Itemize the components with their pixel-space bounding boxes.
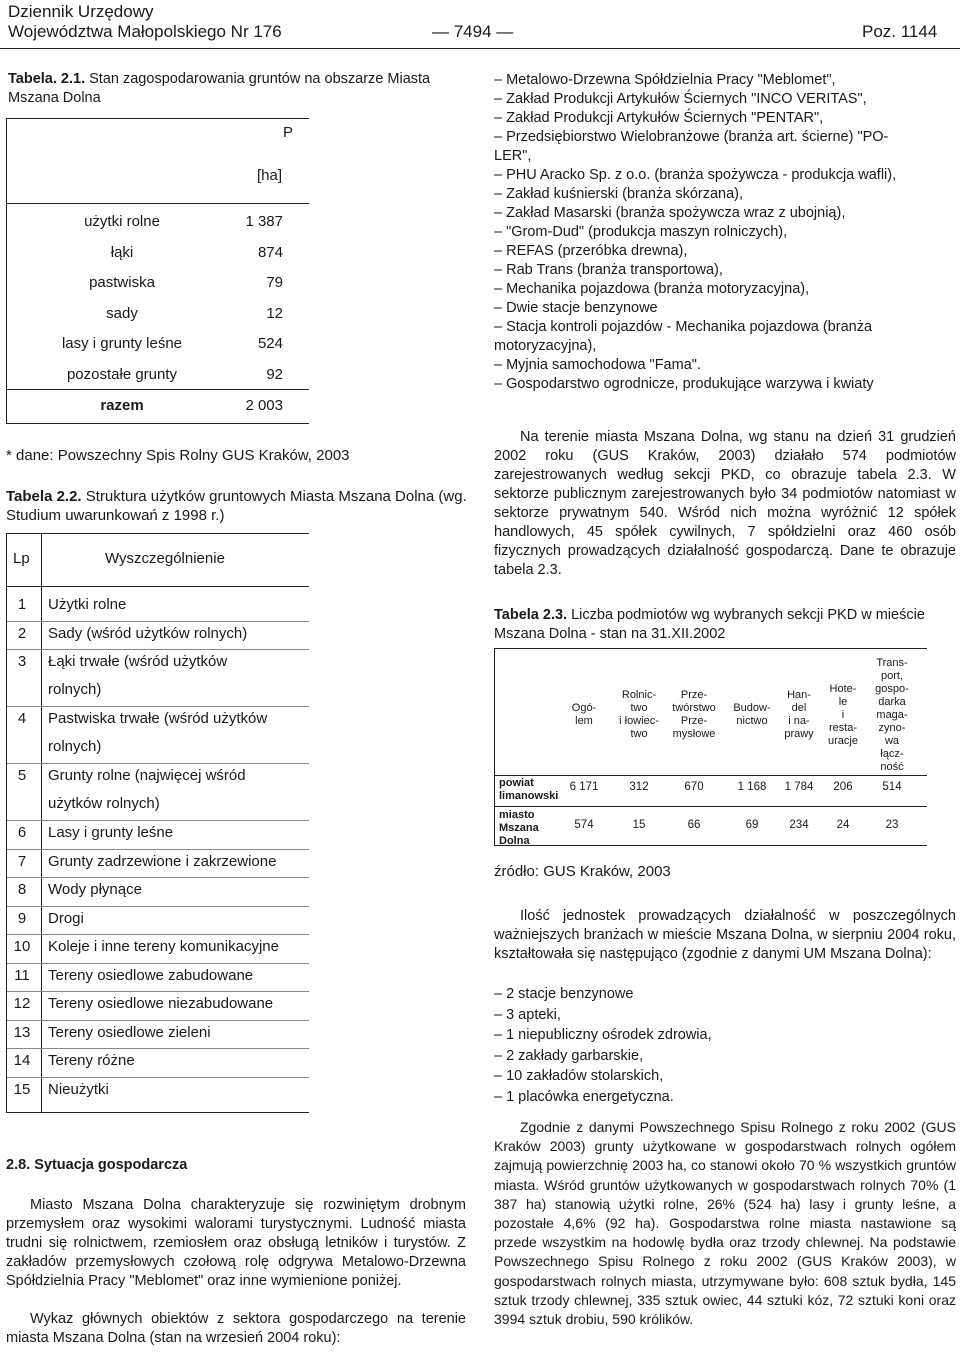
table-cell: 66: [687, 819, 701, 831]
table-row-lp: 3: [17, 653, 27, 670]
table-row-label: pastwiska: [89, 274, 155, 291]
list-item: – Rab Trans (branża transportowa),: [494, 262, 723, 278]
table-cell: 514: [882, 781, 902, 793]
table-row-label: sady: [106, 304, 138, 322]
table-row-name: Grunty rolne (najwięcej wśród: [48, 767, 246, 784]
list-item: LER",: [494, 148, 532, 164]
table-row-lp: 11: [14, 966, 30, 984]
table-cell: 670: [684, 781, 704, 793]
table-row-name: Pastwiska trwałe (wśród użytków: [48, 710, 268, 727]
table-row-lp: 12: [13, 995, 31, 1012]
list-item: – Metalowo-Drzewna Spółdzielnia Pracy "Meblomet",: [494, 72, 836, 88]
list-item: – Zakład Masarski (branża spożywcza wraz z ubojnią),: [494, 205, 846, 221]
table-cell: 15: [632, 819, 646, 831]
table-row-lp: 1: [17, 596, 27, 613]
para-right-3: Zgodnie z danymi Powszechnego Spisu Rolnego z roku 2002 (GUS Kraków 2003) grunty użytkowane w gospodarstwach rolnych ogółem zajmują powierzchnię 2003 ha, co stanowi około 70 % wszystkich gruntów miasta. Wśród gruntów użytkowanych w gospodarstwach rolnych 70% (1 387 ha) stanowią użytki rolne, 26% (524 ha) lasy i grunty leśne, a pozostałe 4,6% (92 ha). Gospodarstwa rolne miasta nastawione są przede wszystkim na hodowlę bydła oraz trzody chlewnej. Na podstawie Powszechnego Spisu Rolnego z roku 2002 (GUS Kraków 2003), w gospodarstwach rolnych miasta, utrzymywane było: 608 sztuk bydła, 145 sztuk trzody chlewnej, 335 sztuk owiec, 44 sztuki kóz, 72 sztuki koni oraz 3994 sztuk drobiu, 590 królików.: [494, 1119, 956, 1328]
list-item: – Zakład kuśnierski (branża skórzana),: [494, 186, 744, 202]
table-row-label: użytki rolne: [84, 213, 160, 230]
table-row-lp: 13: [13, 1023, 31, 1041]
header-rule: [0, 48, 960, 49]
table-2-3-source: źródło: GUS Kraków, 2003: [494, 863, 671, 880]
table-2-1-source: * dane: Powszechny Spis Rolny GUS Kraków, 2003: [6, 447, 350, 464]
table-cell: 24: [836, 819, 850, 831]
table-row-label: powiat limanowski: [499, 777, 559, 802]
table-row-name: Tereny osiedlowe zieleni: [48, 1023, 211, 1041]
table-total-value: 2 003: [245, 397, 283, 414]
table-row-name: Tereny osiedlowe zabudowane: [48, 966, 254, 984]
table-col-header: Budow- nictwo: [733, 702, 771, 727]
table-2-1-caption: Tabela. 2.1. Stan zagospodarowania gruntów na obszarze Miasta Mszana Dolna: [8, 71, 431, 106]
list-item: – 10 zakładów stolarskich,: [494, 1068, 664, 1084]
list-item: – Zakład Produkcji Artykułów Ściernych "PENTAR",: [494, 110, 824, 126]
table-cell: 574: [574, 819, 594, 831]
journal-line-1: Dziennik Urzędowy: [8, 2, 154, 21]
table-row-name: Tereny różne: [48, 1052, 135, 1069]
table-2-2-caption: Tabela 2.2. Struktura użytków gruntowych Miasta Mszana Dolna (wg. Studium uwarunkowań z 1998 r.): [6, 488, 467, 524]
table-row-lp: 8: [17, 881, 27, 898]
table-2-1: [6, 118, 309, 424]
list-item: – 3 apteki,: [494, 1006, 561, 1023]
table-row-value: 524: [257, 335, 283, 352]
table-row-lp: 4: [17, 710, 27, 727]
table-row-label: lasy i grunty leśne: [61, 335, 183, 352]
col-header-top: P: [283, 124, 294, 141]
list-item: – Gospodarstwo ogrodnicze, produkujące warzywa i kwiaty: [494, 376, 874, 392]
table-row-label: miasto Mszana Dolna: [499, 809, 539, 846]
table-row-lp: 2: [17, 624, 27, 642]
list-item: – 1 placówka energetyczna.: [494, 1088, 674, 1105]
table-2-3: [494, 648, 927, 846]
table-row-lp: 10: [13, 938, 31, 955]
section-heading: 2.8. Sytuacja gospodarcza: [6, 1157, 188, 1173]
table-col-header: Prze- twórstwo Prze- mysłowe: [672, 689, 716, 740]
list-item: – Przedsiębiorstwo Wielobranżowe (branża art. ścierne) "PO-: [494, 129, 889, 145]
list-item: – Zakład Produkcji Artykułów Ściernych "INCO VERITAS",: [494, 91, 867, 107]
table-row-lp: 15: [13, 1080, 31, 1098]
table-row-name: Sady (wśród użytków rolnych): [48, 624, 248, 642]
table-row-name: Lasy i grunty leśne: [48, 824, 174, 841]
table-total-label: razem: [100, 397, 144, 414]
table-row-name: Nieużytki: [48, 1080, 109, 1098]
table-row-name-cont: użytków rolnych): [48, 795, 160, 812]
table-cell: 312: [629, 781, 649, 793]
table-row-lp: 7: [17, 852, 27, 870]
table-cell: 206: [833, 781, 853, 793]
table-cell: 1 168: [737, 781, 767, 793]
list-item: – "Grom-Dud" (produkcja maszyn rolniczych),: [494, 224, 788, 240]
table-row-value: 1 387: [245, 213, 283, 230]
position-number: Poz. 1144: [862, 22, 938, 41]
list-item: – 2 zakłady garbarskie,: [494, 1047, 644, 1064]
table-col-header: Ogó- lem: [571, 702, 597, 727]
list-item: – Dwie stacje benzynowe: [494, 300, 658, 316]
list-item: – 2 stacje benzynowe: [494, 986, 634, 1002]
page-number: — 7494 —: [432, 22, 514, 41]
table-row-lp: 9: [17, 909, 27, 927]
list-item: – Myjnia samochodowa "Fama".: [494, 357, 701, 373]
table-row-name: Koleje i inne tereny komunikacyjne: [48, 938, 279, 955]
table-row-label: pozostałe grunty: [66, 365, 178, 383]
table-row-value: 874: [257, 243, 283, 261]
table-col-header: Rolnic- two i łowiec- two: [619, 689, 659, 740]
para-right-1: Na terenie miasta Mszana Dolna, wg stanu na dzień 31 grudzień 2002 roku (GUS Kraków, 2003) działało 574 podmiotów zarejestrowanych według sekcji PKD, co obrazuje tabela 2.3. W sektorze publicznym zarejestrowanych było 34 podmiotów natomiast w sektorze prywatnym 540. Wśród nich można wyróżnić 12 spółek handlowych, 45 spółek cywilnych, 7 spółdzielni oraz 460 osób fizycznych prowadzących działalność gospodarczą. Dane te obrazuje tabela 2.3.: [494, 429, 956, 578]
table-col-header: Trans- port, gospo- darka maga- zyno- wa łącz- ność: [875, 656, 909, 773]
table-row-value: 79: [266, 274, 283, 291]
table-row-value: 92: [266, 365, 283, 383]
table-cell: 6 171: [569, 781, 599, 793]
table-row-value: 12: [266, 304, 283, 322]
table-row-lp: 14: [13, 1052, 31, 1069]
table-row-name: Tereny osiedlowe niezabudowane: [48, 995, 274, 1012]
list-item: – REFAS (przeróbka drewna),: [494, 243, 688, 259]
table-cell: 1 784: [784, 781, 814, 793]
col-lp: Lp: [13, 550, 30, 567]
section-para-2: Wykaz głównych obiektów z sektora gospodarczego na terenie miasta Mszana Dolna (stan na wrzesień 2004 roku):: [6, 1311, 466, 1346]
list-item: – PHU Aracko Sp. z o.o. (branża spożywcza - produkcja wafli),: [494, 167, 897, 183]
units-list: [494, 984, 956, 1107]
journal-title: [8, 2, 408, 42]
col-name: Wyszczególnienie: [105, 550, 225, 567]
table-row-name-cont: rolnych): [48, 681, 102, 698]
table-row-name: Drogi: [48, 909, 84, 927]
table-row-lp: 6: [17, 824, 27, 841]
col-header-unit: [ha]: [257, 167, 283, 184]
list-item: motoryzacyjna),: [494, 338, 597, 354]
table-cell: 234: [789, 819, 809, 831]
table-row-name: Użytki rolne: [48, 596, 127, 613]
table-row-lp: 5: [17, 767, 27, 784]
list-item: – 1 niepubliczny ośrodek zdrowia,: [494, 1027, 712, 1043]
table-row-name: Wody płynące: [48, 881, 142, 898]
para-right-2: Ilość jednostek prowadzących działalność w poszczególnych ważniejszych branżach w mieście Mszana Dolna, w sierpniu 2004 roku, kształtowała się następująco (zgodnie z danymi UM Mszana Dolna):: [494, 908, 956, 962]
table-2-3-caption: Tabela 2.3. Liczba podmiotów wg wybranych sekcji PKD w mieście Mszana Dolna - stan na 31.XII.2002: [494, 607, 925, 642]
table-col-header: Han- del i na- prawy: [784, 689, 814, 740]
list-item: – Mechanika pojazdowa (branża motoryzacyjna),: [494, 281, 810, 297]
table-cell: 23: [885, 819, 899, 831]
table-row-label: łąki: [110, 243, 134, 261]
table-row-name: Grunty zadrzewione i zakrzewione: [48, 852, 277, 870]
section-para-1: Miasto Mszana Dolna charakteryzuje się rozwiniętym drobnym przemysłem oraz wysokimi walorami turystycznymi. Ludność miasta trudni się rolnictwem, rzemiosłem oraz obsługą letników i turystów. Z zakładów przemysłowych czołową rolę odgrywa Metalowo-Drzewna Spółdzielnia Pracy "Meblomet" oraz inne wymienione poniżej.: [6, 1197, 466, 1289]
list-item: – Stacja kontroli pojazdów - Mechanika pojazdowa (branża: [494, 319, 873, 335]
table-2-2: [6, 533, 309, 1113]
table-row-name-cont: rolnych): [48, 738, 102, 755]
journal-line-2: Województwa Małopolskiego Nr 176: [8, 22, 282, 41]
companies-list: [494, 71, 956, 394]
table-cell: 69: [745, 819, 759, 831]
table-row-name: Łąki trwałe (wśród użytków: [48, 653, 228, 670]
table-col-header: Hote- le i resta- uracje: [828, 682, 858, 747]
